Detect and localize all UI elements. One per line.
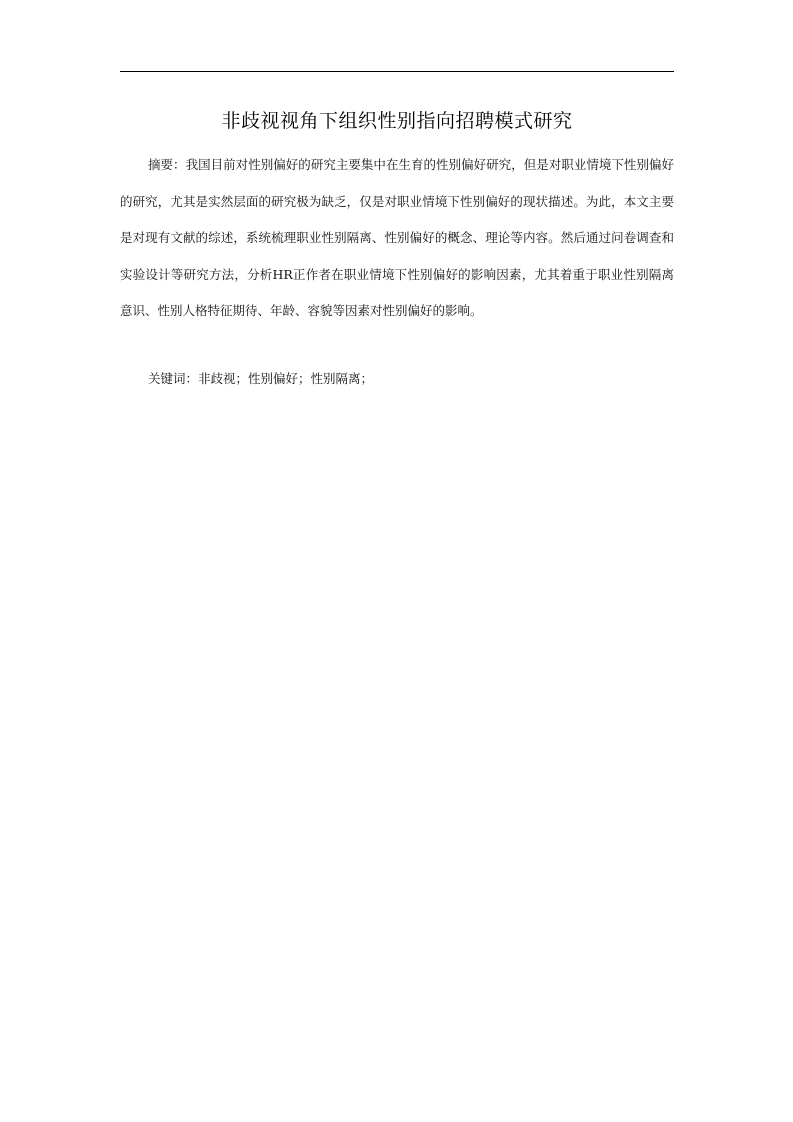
header-rule [120,71,674,72]
keywords-line: 关键词：非歧视；性别偏好；性别隔离； [148,371,374,386]
document-title: 非歧视视角下组织性别指向招聘模式研究 [221,110,573,132]
abstract-paragraph: 摘要：我国目前对性别偏好的研究主要集中在生育的性别偏好研究，但是对职业情境下性别偏好的研究，尤其是实然层面的研究极为缺乏，仅是对职业情境下性别偏好的现状描述。为此，本文主要是对现有文献的综述，系统梳理职业性别隔离、性别偏好的概念、理论等内容。然后通过问卷调查和实验设计等研究方法，分析HR正作者在职业情境下性别偏好的影响因素，尤其着重于职业性别隔离意识、性别人格特征期待、年龄、容貌等因素对性别偏好的影响。 [120,157,674,318]
